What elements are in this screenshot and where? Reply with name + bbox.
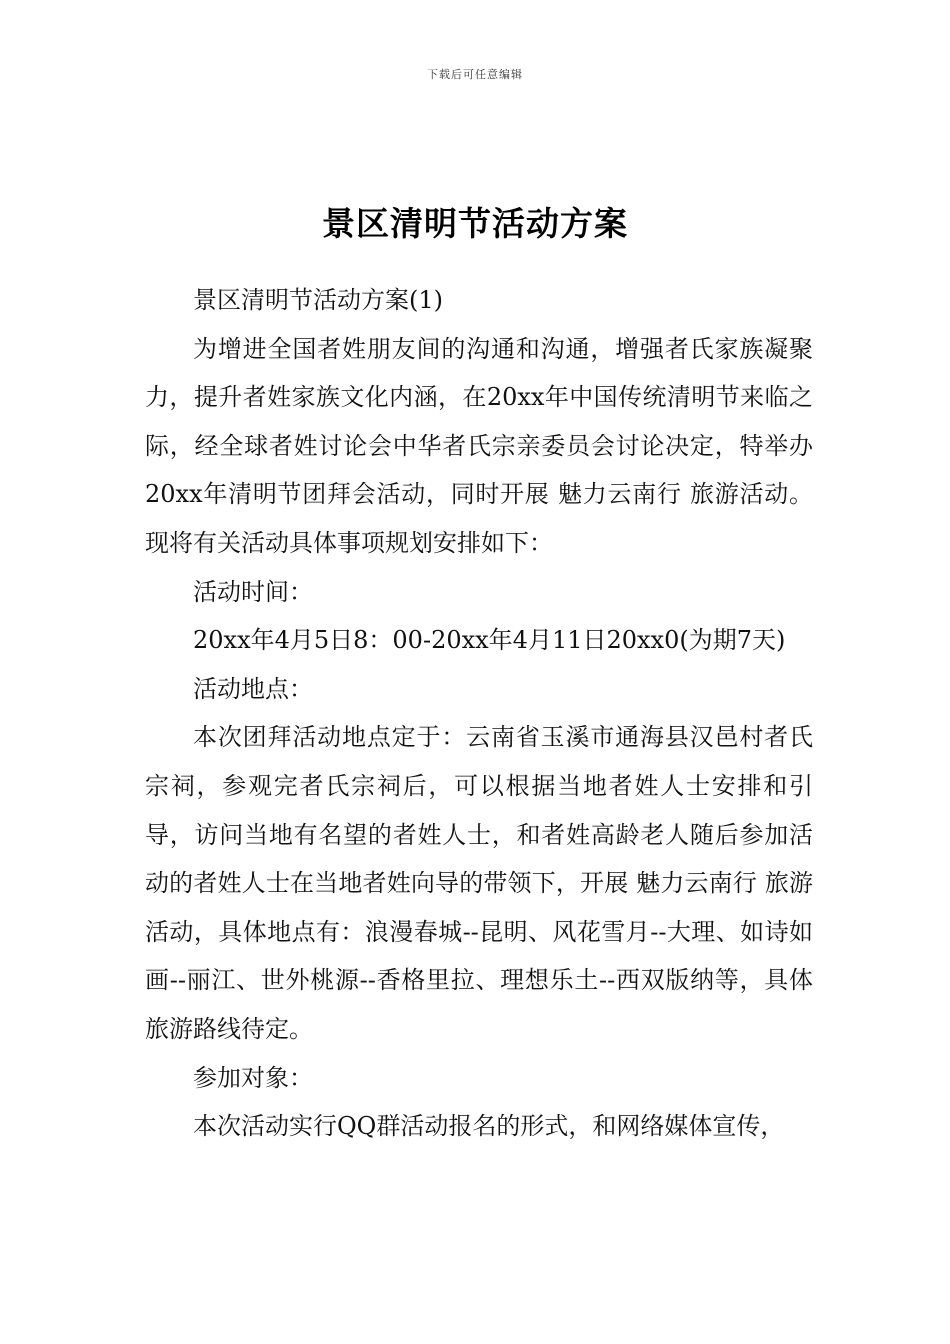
participants-label: 参加对象：	[193, 1063, 313, 1092]
activity-location-paragraph: 本次团拜活动地点定于：云南省玉溪市通海县汉邑村者氏宗祠，参观完者氏宗祠后，可以根据当地者姓人士安排和引导，访问当地有名望的者姓人士，和者姓高龄老人随后参加活动的者姓人士在当地者姓向导的带领下，开展 魅力云南行 旅游活动，具体地点有：浪漫春城--昆明、风花雪月--大理、如诗如画--丽江、世外桃源--香格里拉、理想乐土--西双版纳等，具体旅游路线待定。	[145, 723, 813, 1043]
activity-time-label: 活动时间：	[193, 577, 313, 606]
intro-paragraph: 为增进全国者姓朋友间的沟通和沟通，增强者氏家族凝聚力，提升者姓家族文化内涵，在20xx年中国传统清明节来临之际，经全球者姓讨论会中华者氏宗亲委员会讨论决定，特举办20xx年清明节团拜会活动，同时开展 魅力云南行 旅游活动。现将有关活动具体事项规划安排如下：	[145, 334, 813, 557]
activity-time-value: 20xx年4月5日8：00-20xx年4月11日20xx0(为期7天)	[193, 626, 786, 655]
activity-location-label: 活动地点：	[193, 674, 313, 703]
document-body	[145, 276, 813, 1151]
participants-paragraph: 本次活动实行QQ群活动报名的形式，和网络媒体宣传，	[193, 1112, 785, 1141]
header-note: 下载后可任意编辑	[427, 68, 523, 81]
section-heading-plan: 景区清明节活动方案(1)	[193, 286, 443, 314]
document-title: 景区清明节活动方案	[322, 204, 628, 244]
